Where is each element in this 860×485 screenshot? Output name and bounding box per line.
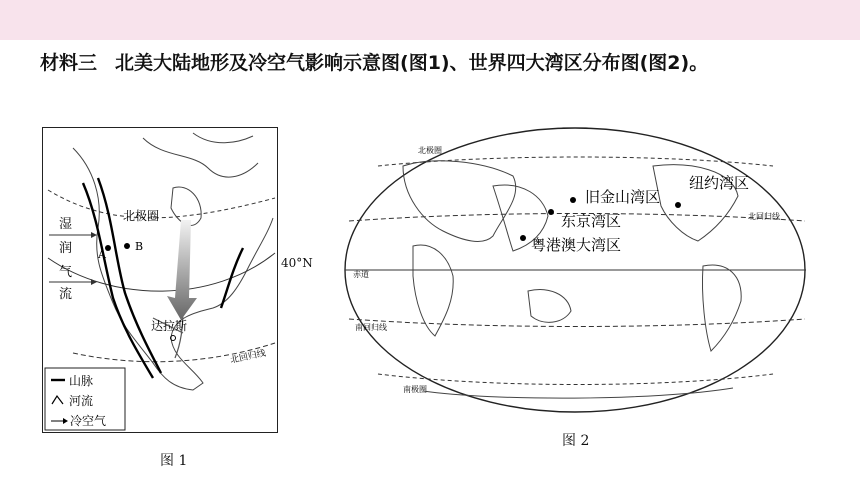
cold-air-arrow [167, 220, 197, 320]
north-america-map [43, 128, 276, 431]
moist-air-char-3: 气 [59, 265, 73, 280]
point-b-label: B [135, 240, 144, 253]
africa-shape [413, 245, 453, 336]
sf-bay-label: 旧金山湾区 [585, 188, 661, 206]
tokyo-bay-dot [548, 209, 554, 215]
australia-shape [528, 290, 571, 323]
arctic-circle-label: 北极圈 [418, 146, 442, 155]
tropic-south-label: 南回归线 [355, 323, 387, 332]
material-label: 材料三 [40, 52, 98, 74]
appalachian-line [221, 248, 243, 308]
gba-dot [520, 235, 526, 241]
moist-air-char-2: 润 [59, 241, 73, 256]
dallas-label: 达拉斯 [151, 319, 188, 333]
arctic-circle-line [48, 190, 275, 218]
moist-air-char-4: 流 [59, 287, 73, 302]
world-map [343, 126, 808, 414]
lat-40-line [48, 253, 275, 291]
antarctic-circle-label: 南极圈 [403, 385, 427, 394]
eurasia-shape [403, 161, 516, 242]
tropic-label: 北回归线 [229, 348, 267, 366]
top-band [0, 0, 860, 40]
arctic-circle-label: 北极圈 [123, 209, 160, 223]
gba-label: 粤港澳大湾区 [531, 236, 622, 254]
ny-bay-label: 纽约湾区 [689, 174, 750, 192]
equator-label: 赤道 [353, 270, 369, 279]
figure-1-map [42, 127, 278, 433]
figure-2-caption: 图 2 [562, 433, 590, 449]
tropic-south-line [349, 319, 805, 327]
legend-mountains-label: 山脉 [69, 374, 94, 388]
point-a-label: A [98, 248, 106, 261]
point-b-dot [124, 243, 130, 249]
legend-rivers-label: 河流 [69, 394, 94, 408]
material-heading [40, 46, 840, 80]
arctic-circle-line [378, 157, 773, 166]
figure-1-caption: 图 1 [160, 453, 188, 469]
material-text: 北美大陆地形及冷空气影响示意图(图1)、世界四大湾区分布图(图2)。 [115, 52, 709, 74]
ny-bay-dot [675, 202, 681, 208]
figure-2-map [343, 126, 808, 414]
tropic-north-label: 北回归线 [748, 212, 780, 221]
lat-40-label: 40°N [281, 256, 313, 270]
south-america-shape [702, 265, 741, 351]
tokyo-bay-label: 东京湾区 [561, 212, 622, 230]
sf-bay-dot [570, 197, 576, 203]
legend-cold-air-label: 冷空气 [70, 414, 107, 428]
moist-air-char-1: 湿 [59, 217, 73, 232]
